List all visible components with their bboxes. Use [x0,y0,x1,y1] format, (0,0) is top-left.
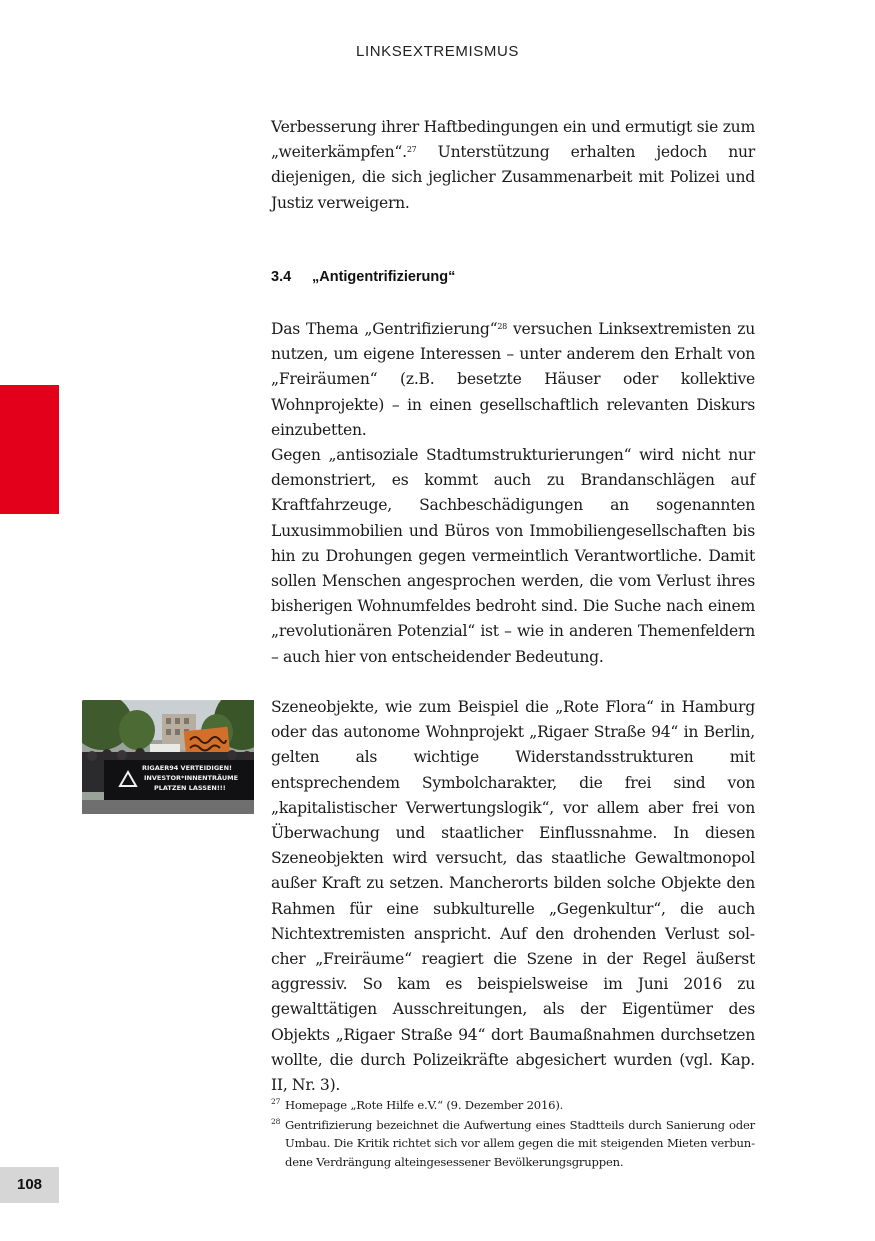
demonstration-photo [82,700,254,814]
body-paragraph-2 [271,317,755,443]
page-number: 108 [0,1167,59,1203]
paragraph-text: Das Thema „Gentrifizierung“ [271,320,498,338]
section-title: „Antigentrifizierung“ [312,269,456,285]
banner-text-line-3: PLATZEN LASSEN!!! [154,784,226,792]
chapter-marker-tab [0,385,59,514]
section-number: 3.4 [271,269,292,285]
footnote-number: 27 [271,1097,281,1106]
footnote-ref-28[interactable]: 28 [497,322,508,331]
footnote-text: Gentrifizierung bezeichnet die Aufwertung eines Stadtteils durch Sanierung oder Umbau. Die Kritik richtet sich vor allem gegen die mit steigenden Mieten verbundene Verdrängung alteingesessener Bevölkerungsgruppen. [285,1117,755,1169]
paragraph-text: Szeneobjekte, wie zum Beispiel die „Rote Flora“ in Hamburg oder das autonome Wohnprojekt „Rigaer Straße 94“ in Berlin, gelten als wichtige Widerstandsstrukturen mit entsprechendem Symbolcharakter, die frei sind von „kapitalistischer Verwertungslogik“, vor allem aber frei von Überwachung und staatlicher Einflussnahme. In diesen Szeneobjekten wird versucht, das staatliche Gewaltmonopol außer Kraft zu setzen. Mancherorts bilden solche Objekte den Rahmen für eine subkulturelle „Gegenkultur“, die auch Nichtextremisten anspricht. Auf den drohenden Verlust solcher „Freiräume“ reagiert die Szene in der Regel äußerst aggressiv. So kam es beispielsweise im Juni 2016 zu gewalttätigen Ausschreitungen, als der Eigentümer des Objekts „Rigaer Straße 94“ dort Baumaßnahmen durchsetzen wollte, die durch Polizeikräfte abgesichert wurden (vgl. Kap. II, Nr. 3). [271,698,755,1095]
paragraph-text: Unterstützung erhalten jedoch nur diejenigen, die sich jeglicher Zusammenarbeit mit Polizei und Justiz verweigern. [271,143,755,212]
body-paragraph-4 [271,695,755,1098]
banner-text-line-2: INVESTOR*INNENTRÄUME [144,774,239,782]
paragraph-text: Verbesserung ihrer Haftbedingungen ein und ermutigt sie zum „weiterkämpfen“. [271,118,755,162]
paragraph-text: Gegen „antisoziale Stadtumstrukturierungen“ wird nicht nur demonstriert, es kommt auch zu Brandanschlägen auf Kraftfahrzeuge, Sachbeschädigungen an sogenannten Luxusimmobilien und Büros von Immobiliengesellschaften bis hin zu Drohungen gegen vermeintlich Verantwortliche. Damit sollen Menschen angesprochen werden, die vom Verlust ihres bisherigen Wohnumfeldes bedroht sind. Die Suche nach einem „revolutionären Potenzial“ ist – wie in anderen Themenfeldern – auch hier von entscheidender Bedeutung. [271,446,755,666]
body-paragraph-1 [271,115,755,216]
footnote-text: Homepage „Rote Hilfe e.V.“ (9. Dezember 2016). [285,1098,564,1112]
section-heading [271,269,455,285]
footnote-ref-27[interactable]: 27 [406,145,417,155]
banner-text-line-1: RIGAER94 VERTEIDIGEN! [142,764,233,772]
paragraph-text: versuchen Linksextremisten zu nutzen, um eigene Interessen – unter anderem den Erhalt von „Freiräumen“ (z.B. besetzte Häuser oder kollektive Wohnprojekte) – in einen gesellschaftlich relevanten Diskurs einzubetten. [271,320,755,439]
footnote-27 [271,1096,755,1115]
footnote-28 [271,1116,755,1172]
footnotes [271,1096,755,1172]
running-header: LINKSEXTREMISMUS [356,43,519,60]
footnote-number: 28 [271,1116,281,1126]
body-paragraph-3 [271,443,755,670]
